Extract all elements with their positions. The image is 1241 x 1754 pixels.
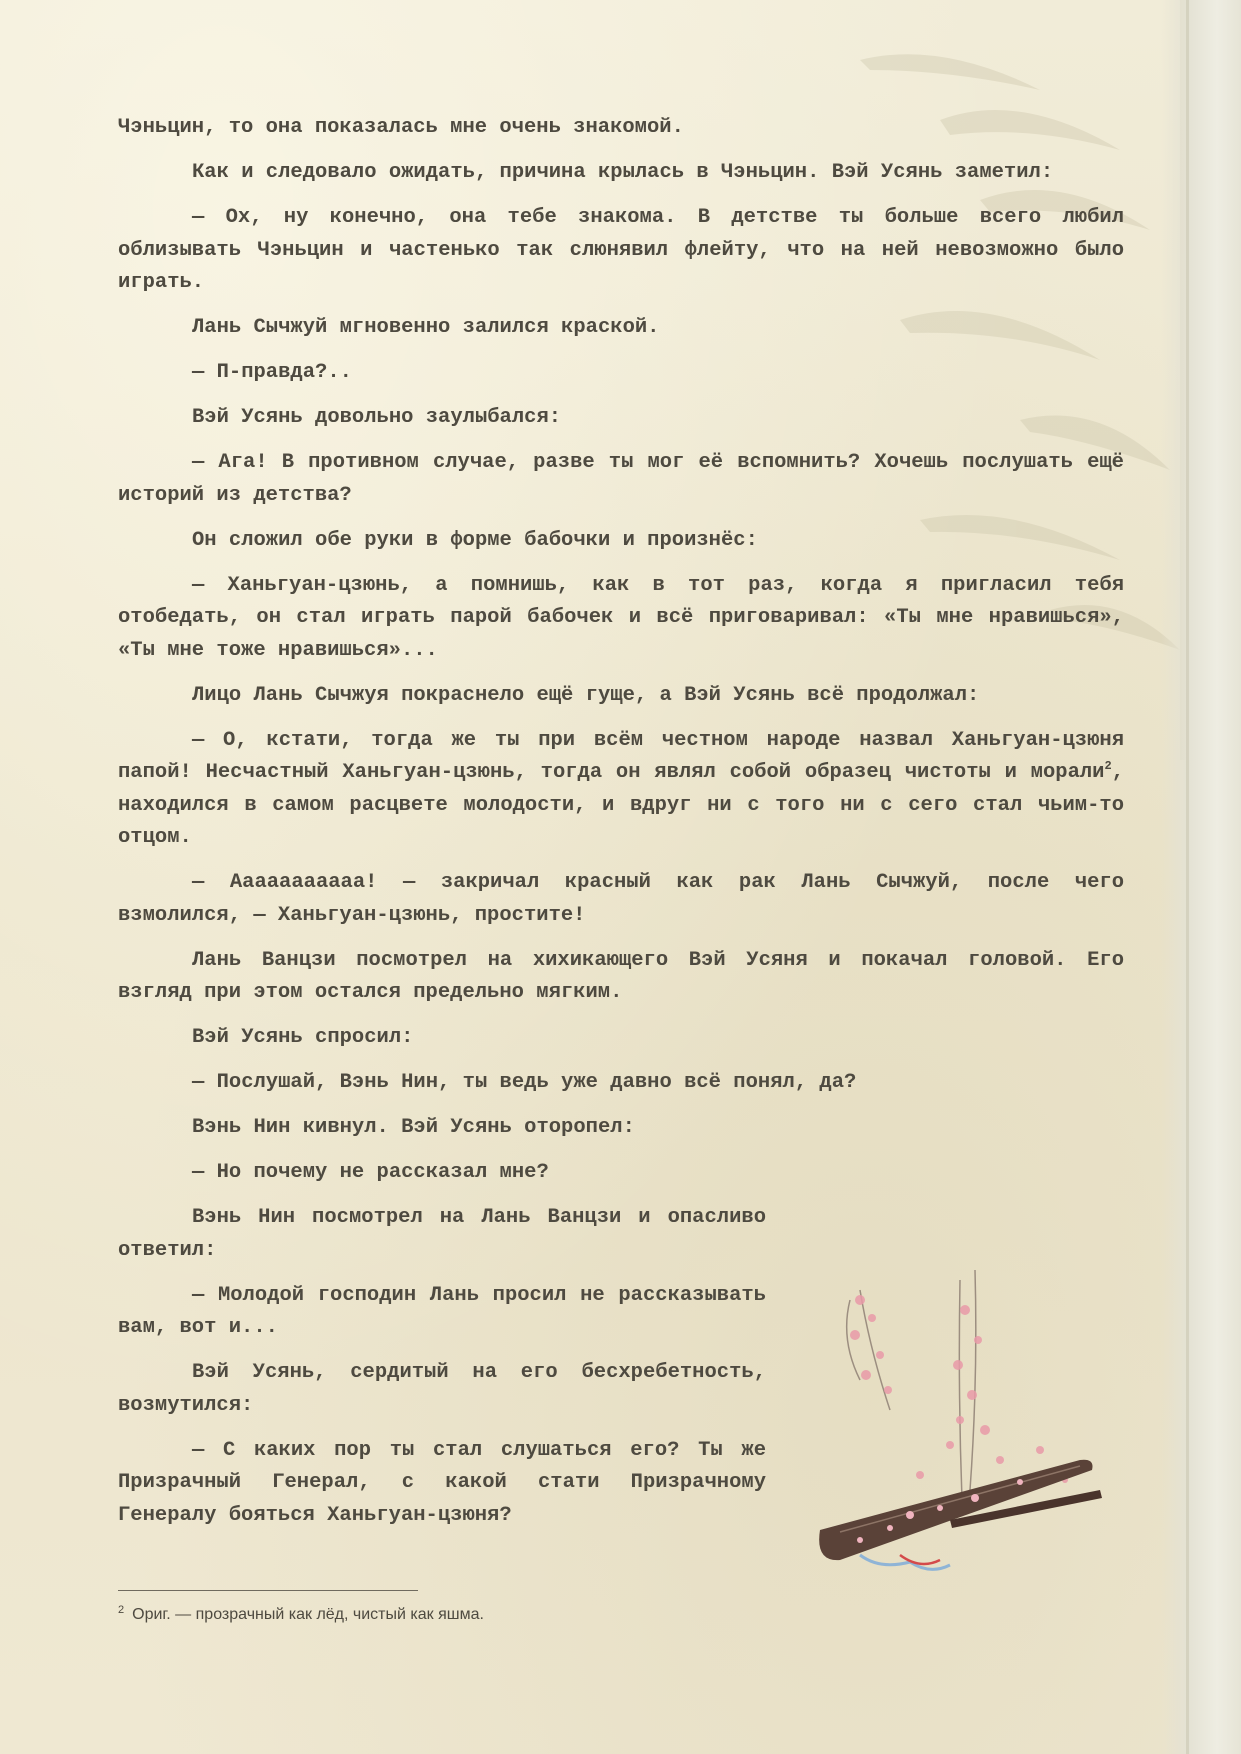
scroll-edge-line <box>1186 0 1189 1754</box>
footnote-separator <box>118 1590 418 1591</box>
paragraph: — Послушай, Вэнь Нин, ты ведь уже давно всё понял, да? <box>192 1071 857 1094</box>
paragraph: Как и следовало ожидать, причина крылась в Чэньцин. Вэй Усянь заметил: <box>192 161 1054 184</box>
paragraph: — Ага! В противном случае, разве ты мог её вспомнить? Хочешь послушать ещё историй из детства? <box>118 451 1124 507</box>
paragraph: Чэньцин, то она показалась мне очень знакомой. <box>118 116 684 139</box>
paragraph: — Ох, ну конечно, она тебе знакома. В детстве ты больше всего любил облизывать Чэньцин и частенько так слюнявил флейту, что на ней невозможно было играть. <box>118 206 1124 294</box>
paragraph: Вэй Усянь спросил: <box>192 1026 414 1049</box>
paragraph-with-footnote <box>118 725 1124 855</box>
footnote <box>118 1603 1018 1624</box>
paragraph: Лань Ванцзи посмотрел на хихикающего Вэй Усяня и покачал головой. Его взгляд при этом остался предельно мягким. <box>118 948 1124 1004</box>
footnote-text: Ориг. — прозрачный как лёд, чистый как яшма. <box>132 1606 484 1623</box>
scroll-edge <box>1161 0 1241 1754</box>
paragraph: — Молодой господин Лань просил не рассказывать вам, вот и... <box>118 1283 766 1339</box>
paragraph: Он сложил обе руки в форме бабочки и произнёс: <box>192 528 758 552</box>
paragraph: — С каких пор ты стал слушаться его? Ты же Призрачный Генерал, с какой стати Призрачному Генералу бояться Ханьгуан-цзюня? <box>118 1438 766 1527</box>
guqin-blossom-illustration <box>800 1270 1140 1590</box>
paragraph-text: — О, кстати, тогда же ты при всём честном народе назвал Ханьгуан-цзюня папой! Несчастный Ханьгуан-цзюнь, тогда он являл собой образец чистоты и морали <box>118 728 1124 784</box>
paragraph: — П-правда?.. <box>192 361 352 384</box>
paragraph: Вэй Усянь довольно заулыбался: <box>192 406 562 429</box>
paragraph: — Но почему не рассказал мне? <box>192 1161 549 1184</box>
footnote-reference[interactable]: 2 <box>1104 759 1112 774</box>
paragraph-text: , находился в самом расцвете молодости, и вдруг ни с того ни с сего стал чьим-то отцом. <box>118 761 1124 849</box>
paragraph: Лицо Лань Сычжуя покраснело ещё гуще, а Вэй Усянь всё продолжал: <box>192 683 980 707</box>
paragraph: Лань Сычжуй мгновенно залился краской. <box>192 316 660 339</box>
paragraph: Вэй Усянь, сердитый на его бесхребетность, возмутился: <box>118 1361 766 1417</box>
paragraph: Вэнь Нин кивнул. Вэй Усянь оторопел: <box>192 1116 635 1139</box>
footnote-number: 2 <box>118 1603 125 1616</box>
paragraph: — Ханьгуан-цзюнь, а помнишь, как в тот раз, когда я пригласил тебя отобедать, он стал играть парой бабочек и всё приговаривал: «Ты мне нравишься», «Ты мне тоже нравишься»... <box>118 573 1124 662</box>
paragraph: — Ааааааааааа! — закричал красный как рак Лань Сычжуй, после чего взмолился, — Ханьгуан-цзюнь, простите! <box>118 871 1124 927</box>
paragraph: Вэнь Нин посмотрел на Лань Ванцзи и опасливо ответил: <box>118 1206 766 1262</box>
